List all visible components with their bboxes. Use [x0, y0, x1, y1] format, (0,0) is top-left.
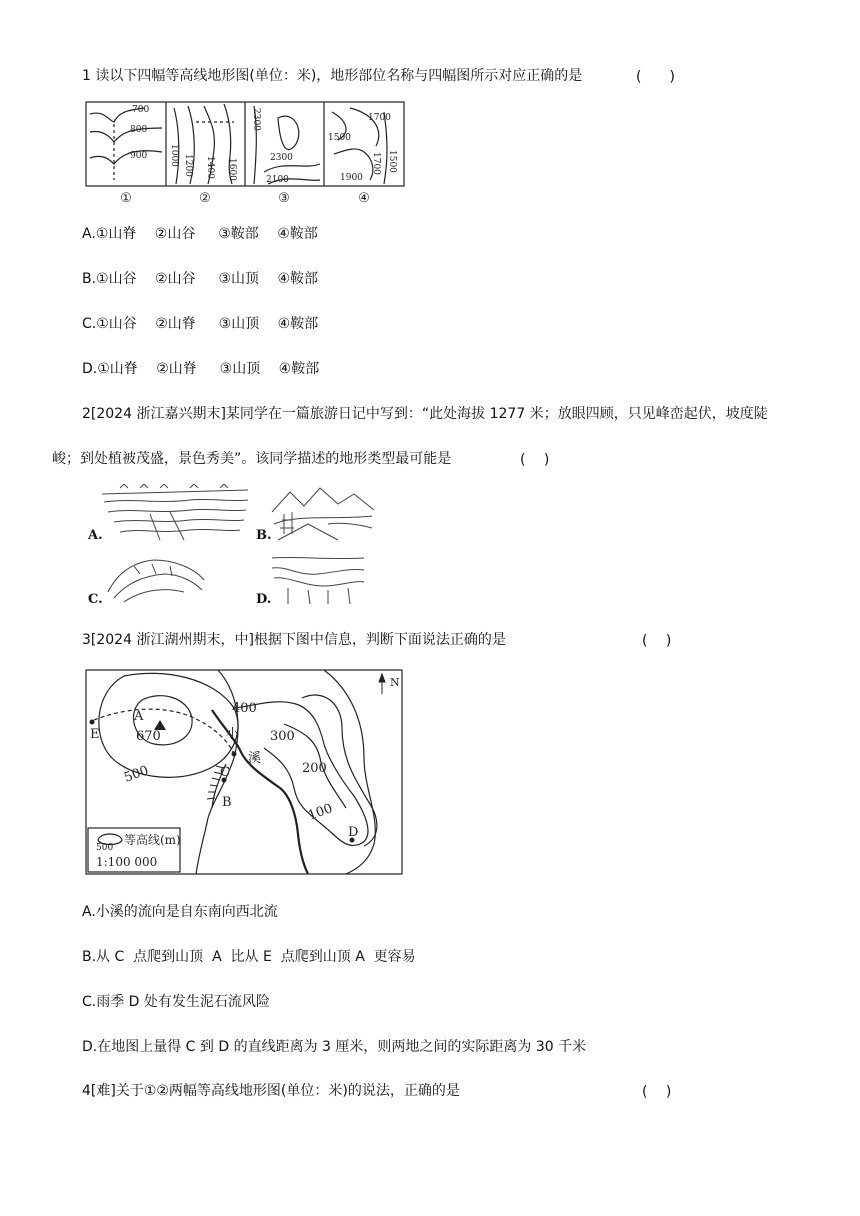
q2-label-d: D. [256, 592, 272, 607]
q1-option-d: D.①山脊 ②山脊 ③山顶 ④鞍部 [82, 361, 320, 377]
q1-p2-label-1600: 1600 [227, 158, 237, 181]
q1-p1-label-900: 900 [130, 151, 148, 161]
q3-north-label: N [390, 676, 400, 689]
q2-label-b: B. [256, 528, 272, 543]
q3-point-d-label: D [348, 825, 359, 840]
q3-legend-text: 等高线(m) [124, 833, 181, 847]
q1-p1-label-800: 800 [130, 125, 148, 135]
q1-answer-paren: ( ) [636, 69, 675, 85]
q1-p3-label-2300: 2300 [270, 153, 293, 163]
q3-contour-map [84, 668, 404, 876]
q3-point-c-label: C [220, 765, 230, 780]
q1-p4-label-1500-left: 1500 [328, 133, 351, 143]
q2-landscape-c-image [104, 552, 208, 608]
q1-panel-num-1: ① [120, 191, 132, 206]
q4-answer-paren: ( ) [642, 1084, 672, 1100]
q3-option-c: C.雨季 D 处有发生泥石流风险 [82, 994, 270, 1010]
q3-legend-sample: 500 [96, 843, 114, 853]
q2-landscape-d-image [268, 552, 368, 608]
q1-panel-num-3: ③ [278, 191, 290, 206]
q3-contour-label-500: 500 [122, 763, 151, 786]
q3-contour-label-300: 300 [270, 729, 295, 744]
q1-stem: 1 读以下四幅等高线地形图(单位：米)，地形部位名称与四幅图所示对应正确的是 [82, 68, 583, 84]
q3-answer-paren: ( ) [642, 633, 672, 649]
q1-panel-num-2: ② [199, 191, 211, 206]
q3-contour-label-400: 400 [232, 701, 257, 716]
q1-option-b: B.①山谷 ②山谷 ③山顶 ④鞍部 [82, 271, 319, 287]
q3-point-e-label: E [90, 727, 100, 742]
q3-summit-label: A [134, 709, 144, 724]
q1-contour-figure [84, 100, 408, 208]
q2-answer-paren: ( ) [520, 452, 550, 468]
q1-p4-label-1900: 1900 [340, 173, 363, 183]
q1-p4-label-1700: 1700 [371, 152, 381, 175]
q3-stem: 3[2024 浙江湖州期末，中]根据下图中信息，判断下面说法正确的是 [82, 632, 506, 648]
q3-point-b-label: B [222, 795, 232, 810]
q3-summit-elevation: 670 [136, 729, 161, 744]
q3-stream-char-1: 小 [226, 727, 240, 742]
q3-scale: 1:100 000 [96, 855, 158, 869]
q2-landscape-a-image [100, 484, 250, 544]
q1-option-a: A.①山脊 ②山谷 ③鞍部 ④鞍部 [82, 226, 318, 242]
q1-p2-label-1200: 1200 [183, 154, 193, 177]
q1-p2-label-1400: 1400 [205, 156, 215, 179]
q4-stem: 4[难]关于①②两幅等高线地形图(单位：米)的说法，正确的是 [82, 1083, 460, 1099]
q3-option-b: B.从 C 点爬到山顶 A 比从 E 点爬到山顶 A 更容易 [82, 949, 416, 965]
q1-p3-label-2100: 2100 [266, 175, 289, 185]
q1-p2-label-1000: 1000 [169, 144, 179, 167]
q3-stream-char-2: 溪 [248, 751, 262, 766]
q1-p1-label-700: 700 [132, 105, 150, 115]
q1-p4-label-1500-right: 1500 [387, 150, 397, 173]
q3-contour-label-200: 200 [302, 761, 327, 776]
q2-label-c: C. [88, 592, 103, 607]
q2-label-a: A. [88, 528, 103, 543]
q2-stem-line2: 峻；到处植被茂盛，景色秀美”。该同学描述的地形类型最可能是 [52, 451, 452, 467]
q3-point-c-dot [232, 752, 237, 757]
q1-p4-label-1700-top: 1700 [368, 113, 391, 123]
q2-landscape-b-image [268, 484, 378, 544]
q3-option-d: D.在地图上量得 C 到 D 的直线距离为 3 厘米，则两地之间的实际距离为 30 千米 [82, 1039, 587, 1055]
q3-point-e-dot [90, 720, 95, 725]
q1-panel-num-4: ④ [358, 191, 370, 206]
q3-option-a: A.小溪的流向是自东南向西北流 [82, 904, 278, 920]
q1-p3-label-2300-top: 2300 [251, 108, 261, 131]
q1-option-c: C.①山谷 ②山脊 ③山顶 ④鞍部 [82, 316, 319, 332]
q3-contour-label-100: 100 [306, 801, 335, 824]
q2-stem-line1: 2[2024 浙江嘉兴期末]某同学在一篇旅游日记中写到：“此处海拔 1277 米；放眼四顾，只见峰峦起伏，坡度陡 [82, 406, 768, 422]
